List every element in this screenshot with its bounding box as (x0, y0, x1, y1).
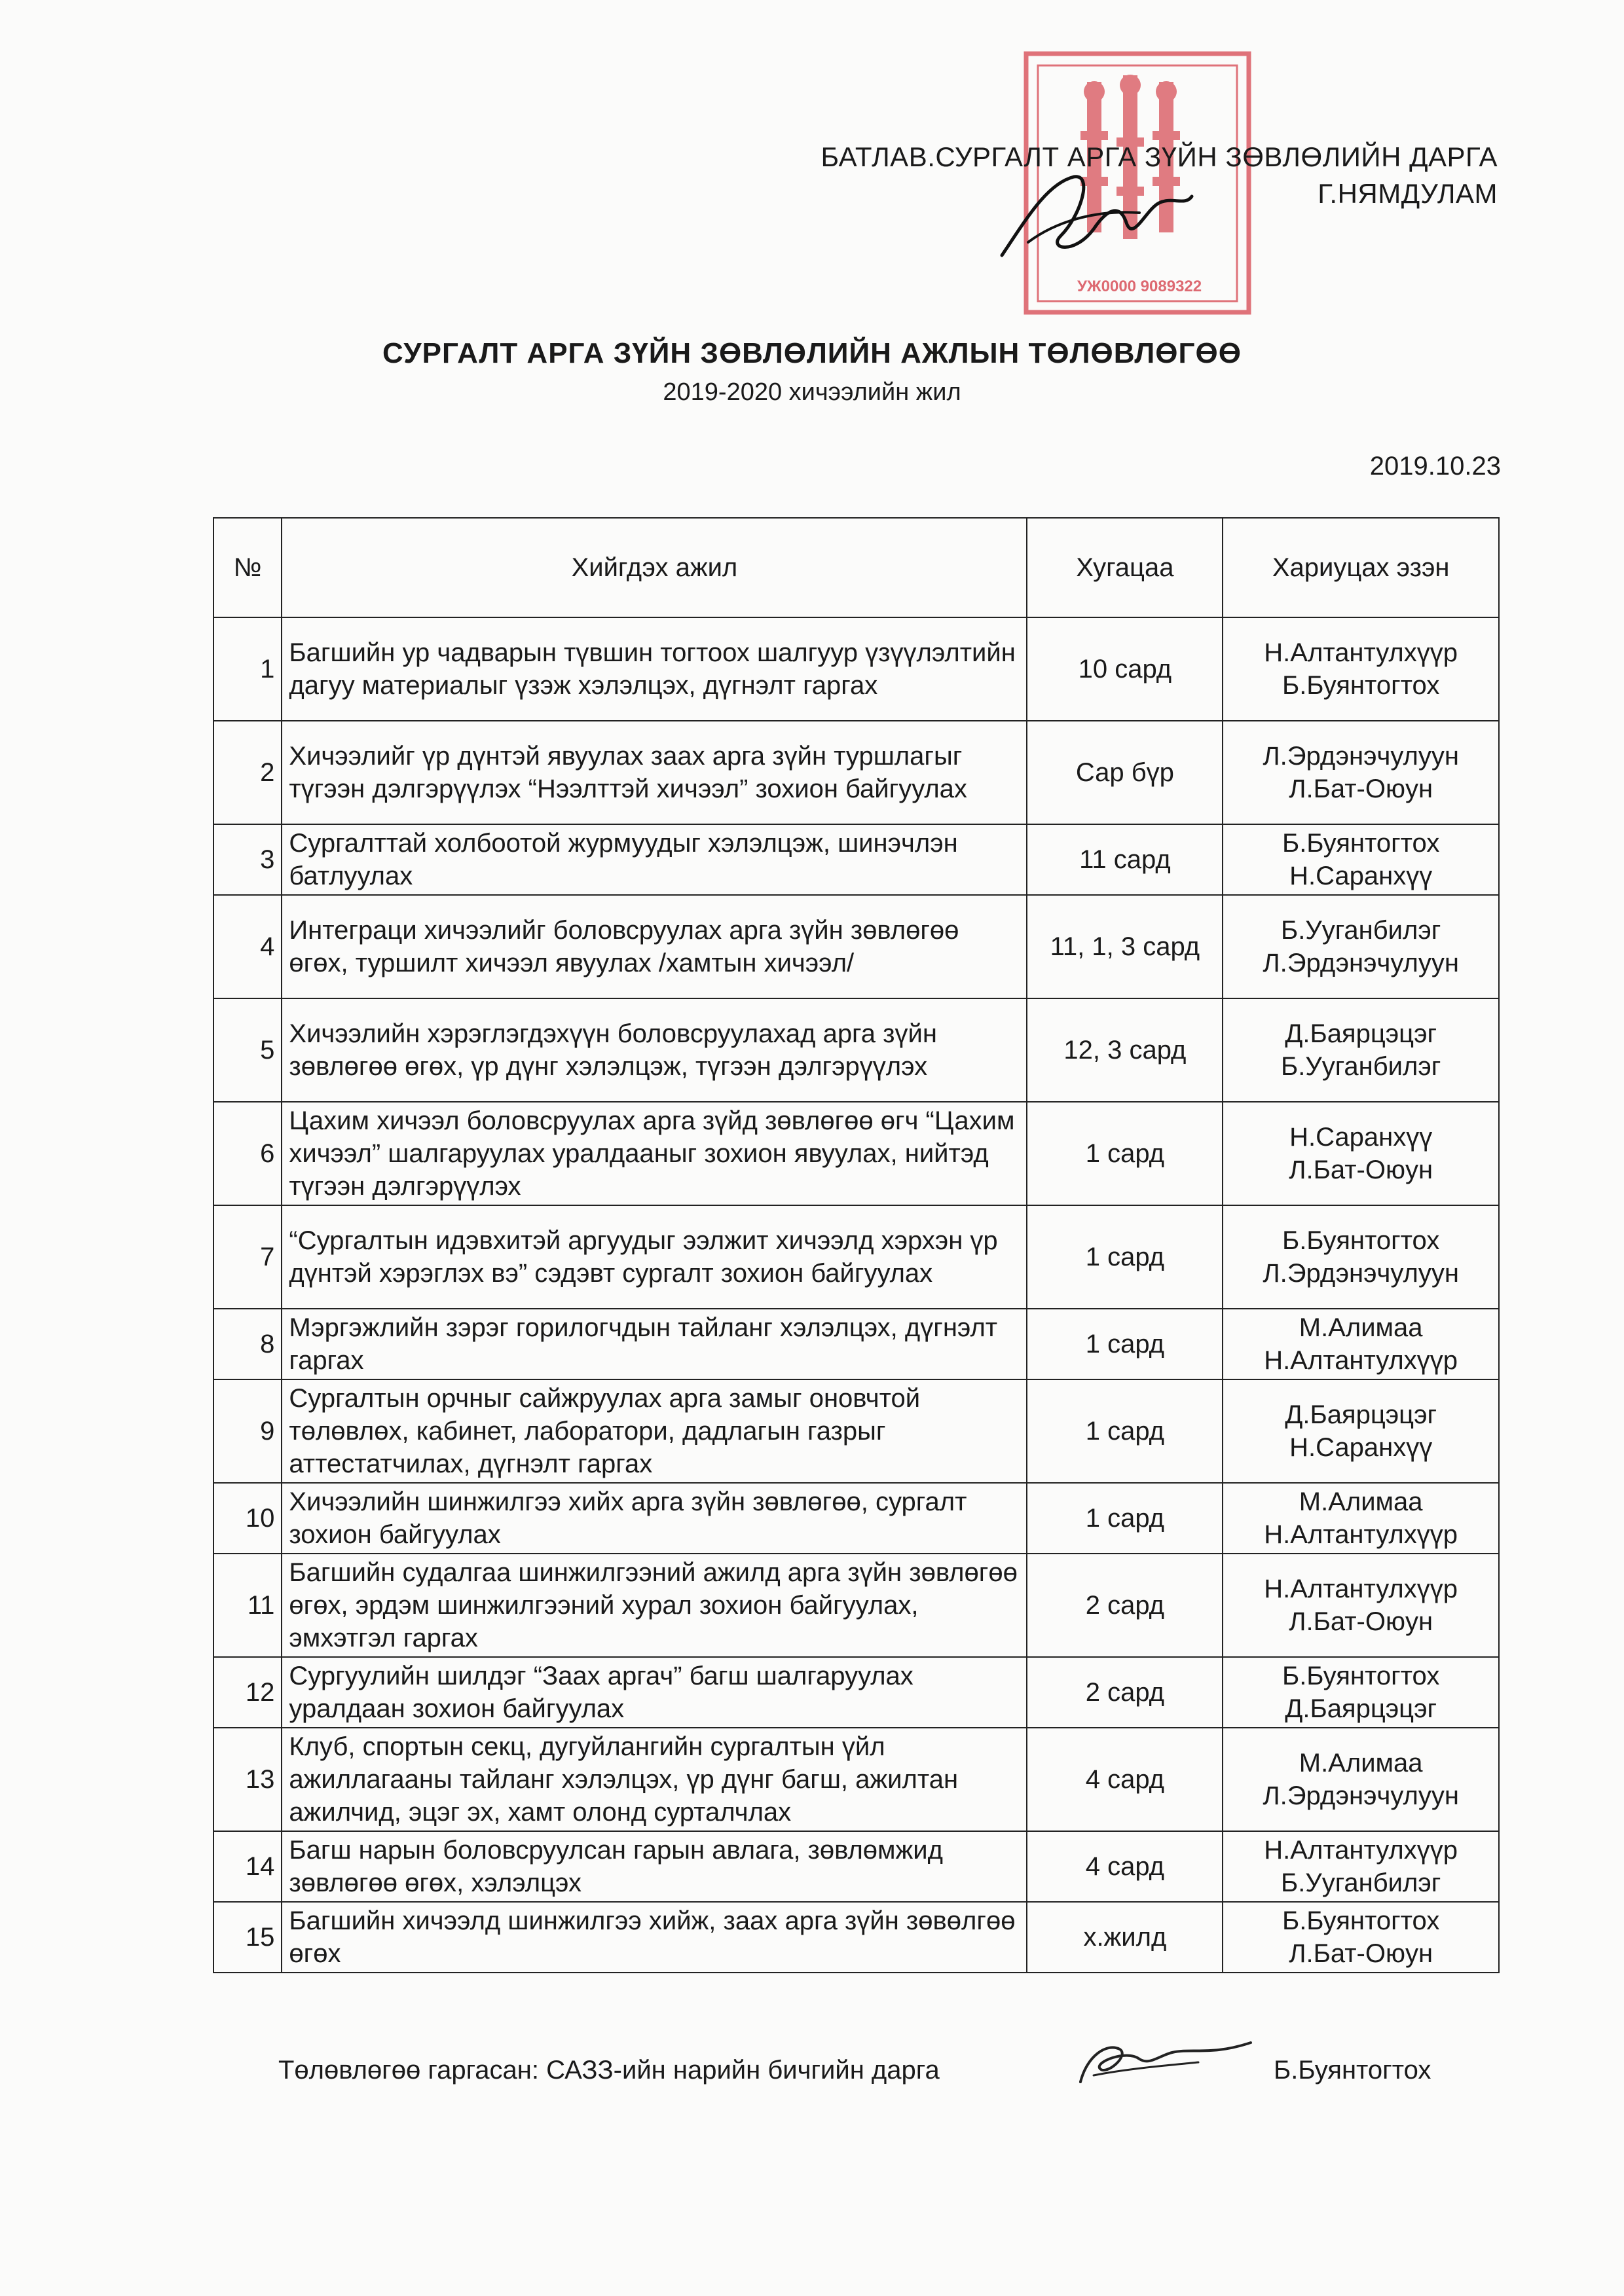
table-row (213, 998, 1499, 1102)
row-term: 1 сард (1027, 1205, 1223, 1309)
document-title: СУРГАЛТ АРГА ЗҮЙН ЗӨВЛӨЛИЙН АЖЛЫН ТӨЛӨВЛӨГӨӨ (382, 337, 1242, 369)
responsible-person-1: Л.Эрдэнэчулуун (1263, 742, 1459, 771)
table-row (213, 1728, 1499, 1831)
responsible-person-1: Н.Алтантулхүүр (1264, 638, 1458, 667)
responsible-person-2: Л.Эрдэнэчулуун (1263, 1259, 1459, 1288)
responsible-person-2: Д.Баярцэцэг (1285, 1694, 1437, 1723)
row-task: Мэргэжлийн зэрэг горилогчдын тайланг хэлэлцэх, дүгнэлт гаргах (282, 1309, 1027, 1379)
table-row (213, 1102, 1499, 1205)
row-number: 8 (213, 1309, 282, 1379)
row-responsible (1223, 1483, 1499, 1554)
responsible-person-1: Н.Алтантулхүүр (1264, 1836, 1458, 1865)
row-responsible (1223, 721, 1499, 824)
row-term: 12, 3 сард (1027, 998, 1223, 1102)
director-signature (989, 157, 1198, 275)
row-number: 4 (213, 895, 282, 998)
row-task: Сургалттай холбоотой журмуудыг хэлэлцэж, шинэчлэн батлуулах (282, 824, 1027, 895)
row-number: 7 (213, 1205, 282, 1309)
table-row (213, 1554, 1499, 1657)
responsible-person-2: Б.Ууганбилэг (1280, 1052, 1441, 1081)
row-term: 11, 1, 3 сард (1027, 895, 1223, 998)
responsible-person-2: Н.Саранхүү (1289, 862, 1433, 890)
plan-table (213, 517, 1500, 1973)
table-row (213, 617, 1499, 721)
row-responsible (1223, 1379, 1499, 1483)
row-responsible (1223, 1657, 1499, 1728)
row-task: “Сургалтын идэвхитэй аргуудыг ээлжит хичээлд хэрхэн үр дүнтэй хэрэглэх вэ” сэдэвт сургалт зохион байгуулах (282, 1205, 1027, 1309)
header-task: Хийгдэх ажил (282, 518, 1027, 617)
row-responsible (1223, 998, 1499, 1102)
row-number: 11 (213, 1554, 282, 1657)
row-number: 3 (213, 824, 282, 895)
responsible-person-2: Л.Бат-Оюун (1289, 1939, 1433, 1968)
table-row (213, 1657, 1499, 1728)
responsible-person-2: Н.Алтантулхүүр (1264, 1520, 1458, 1549)
row-responsible (1223, 1309, 1499, 1379)
row-term: 10 сард (1027, 617, 1223, 721)
row-responsible (1223, 895, 1499, 998)
row-term: 1 сард (1027, 1483, 1223, 1554)
responsible-person-1: Д.Баярцэцэг (1285, 1019, 1437, 1048)
row-number: 5 (213, 998, 282, 1102)
row-responsible (1223, 617, 1499, 721)
row-term: 1 сард (1027, 1102, 1223, 1205)
row-responsible (1223, 1831, 1499, 1902)
row-term: 2 сард (1027, 1554, 1223, 1657)
row-number: 6 (213, 1102, 282, 1205)
table-header-row (213, 518, 1499, 617)
row-number: 10 (213, 1483, 282, 1554)
responsible-person-2: Л.Бат-Оюун (1289, 774, 1433, 803)
row-term: 4 сард (1027, 1831, 1223, 1902)
stamp-number: УЖ0000 9089322 (1077, 278, 1202, 295)
row-responsible (1223, 1902, 1499, 1973)
row-number: 9 (213, 1379, 282, 1483)
responsible-person-2: Л.Эрдэнэчулуун (1263, 949, 1459, 977)
row-task: Хичээлийг үр дүнтэй явуулах заах арга зүйн туршлагыг түгээн дэлгэрүүлэх “Нээлттэй хичээл” зохион байгуулах (282, 721, 1027, 824)
responsible-person-1: Б.Буянтогтох (1282, 1226, 1440, 1255)
row-number: 1 (213, 617, 282, 721)
row-number: 14 (213, 1831, 282, 1902)
responsible-person-2: Н.Алтантулхүүр (1264, 1346, 1458, 1375)
responsible-person-1: Н.Алтантулхүүр (1264, 1575, 1458, 1603)
responsible-person-1: Б.Буянтогтох (1282, 829, 1440, 858)
row-task: Интеграци хичээлийг боловсруулах арга зүйн зөвлөгөө өгөх, туршилт хичээл явуулах /хамтын хичээл/ (282, 895, 1027, 998)
row-task: Багшийн ур чадварын түвшин тогтоох шалгуур үзүүлэлтийн дагуу материалыг үзэж хэлэлцэх, дүгнэлт гаргах (282, 617, 1027, 721)
row-term: Сар бүр (1027, 721, 1223, 824)
row-responsible (1223, 1728, 1499, 1831)
row-responsible (1223, 1554, 1499, 1657)
responsible-person-2: Л.Бат-Оюун (1289, 1156, 1433, 1184)
row-term: 1 сард (1027, 1379, 1223, 1483)
row-task: Багш нарын боловсруулсан гарын авлага, зөвлөмжид зөвлөгөө өгөх, хэлэлцэх (282, 1831, 1027, 1902)
row-number: 12 (213, 1657, 282, 1728)
approval-line-1: БАТЛАВ.СУРГАЛТ АРГА ЗҮЙН ЗӨВЛӨЛИЙН ДАРГА (821, 141, 1498, 172)
responsible-person-2: Л.Бат-Оюун (1289, 1607, 1433, 1636)
header-number: № (213, 518, 282, 617)
responsible-person-1: М.Алимаа (1299, 1749, 1423, 1777)
responsible-person-1: Б.Буянтогтох (1282, 1662, 1440, 1690)
row-term: 11 сард (1027, 824, 1223, 895)
row-number: 15 (213, 1902, 282, 1973)
responsible-person-1: М.Алимаа (1299, 1313, 1423, 1342)
row-task: Клуб, спортын секц, дугуйлангийн сургалтын үйл ажиллагааны тайланг хэлэлцэх, үр дүнг багш, ажилтан ажилчид, эцэг эх, хамт олонд сурталчлах (282, 1728, 1027, 1831)
table-row (213, 1902, 1499, 1973)
row-task: Хичээлийн хэрэглэгдэхүүн боловсруулахад арга зүйн зөвлөгөө өгөх, үр дүнг хэлэлцэж, түгээн дэлгэрүүлэх (282, 998, 1027, 1102)
responsible-person-2: Н.Саранхүү (1289, 1433, 1433, 1462)
table-row (213, 824, 1499, 895)
responsible-person-1: Б.Ууганбилэг (1280, 916, 1441, 945)
responsible-person-1: М.Алимаа (1299, 1487, 1423, 1516)
table-row (213, 1309, 1499, 1379)
prepared-by-name: Б.Буянтогтох (1274, 2056, 1431, 2085)
responsible-person-2: Б.Ууганбилэг (1280, 1868, 1441, 1897)
header-responsible: Хариуцах эзэн (1223, 518, 1499, 617)
prepared-by: Төлөвлөгөө гаргасан: САЗЗ-ийн нарийн бичгийн дарга (278, 2056, 940, 2085)
row-task: Сургалтын орчныг сайжруулах арга замыг оновчтой төлөвлөх, кабинет, лаборатори, дадлагын газрыг аттестатчилах, дүгнэлт гаргах (282, 1379, 1027, 1483)
responsible-person-1: Н.Саранхүү (1289, 1123, 1433, 1152)
row-term: 2 сард (1027, 1657, 1223, 1728)
row-task: Багшийн хичээлд шинжилгээ хийж, заах арга зүйн зөвөлгөө өгөх (282, 1902, 1027, 1973)
row-task: Сургуулийн шилдэг “Заах аргач” багш шалгаруулах уралдаан зохион байгуулах (282, 1657, 1027, 1728)
row-task: Багшийн судалгаа шинжилгээний ажилд арга зүйн зөвлөгөө өгөх, эрдэм шинжилгээний хурал зохион байгуулах, эмхэтгэл гаргах (282, 1554, 1027, 1657)
table-row (213, 1831, 1499, 1902)
responsible-person-2: Б.Буянтогтох (1282, 671, 1440, 700)
row-number: 2 (213, 721, 282, 824)
row-term: х.жилд (1027, 1902, 1223, 1973)
table-row (213, 721, 1499, 824)
row-task: Хичээлийн шинжилгээ хийх арга зүйн зөвлөгөө, сургалт зохион байгуулах (282, 1483, 1027, 1554)
row-responsible (1223, 1205, 1499, 1309)
row-task: Цахим хичээл боловсруулах арга зүйд зөвлөгөө өгч “Цахим хичээл” шалгаруулах уралдааныг зохион явуулах, нийтэд түгээн дэлгэрүүлэх (282, 1102, 1027, 1205)
row-responsible (1223, 1102, 1499, 1205)
header-term: Хугацаа (1027, 518, 1223, 617)
table-row (213, 1379, 1499, 1483)
secretary-signature (1067, 2030, 1257, 2095)
row-term: 1 сард (1027, 1309, 1223, 1379)
document-date: 2019.10.23 (1369, 452, 1501, 481)
responsible-person-1: Б.Буянтогтох (1282, 1906, 1440, 1935)
responsible-person-2: Л.Эрдэнэчулуун (1263, 1781, 1459, 1810)
document-subtitle: 2019-2020 хичээлийн жил (663, 378, 961, 406)
row-term: 4 сард (1027, 1728, 1223, 1831)
table-row (213, 1205, 1499, 1309)
responsible-person-1: Д.Баярцэцэг (1285, 1400, 1437, 1429)
row-number: 13 (213, 1728, 282, 1831)
table-row (213, 895, 1499, 998)
table-row (213, 1483, 1499, 1554)
row-responsible (1223, 824, 1499, 895)
approval-line-2: Г.НЯМДУЛАМ (1318, 178, 1498, 209)
